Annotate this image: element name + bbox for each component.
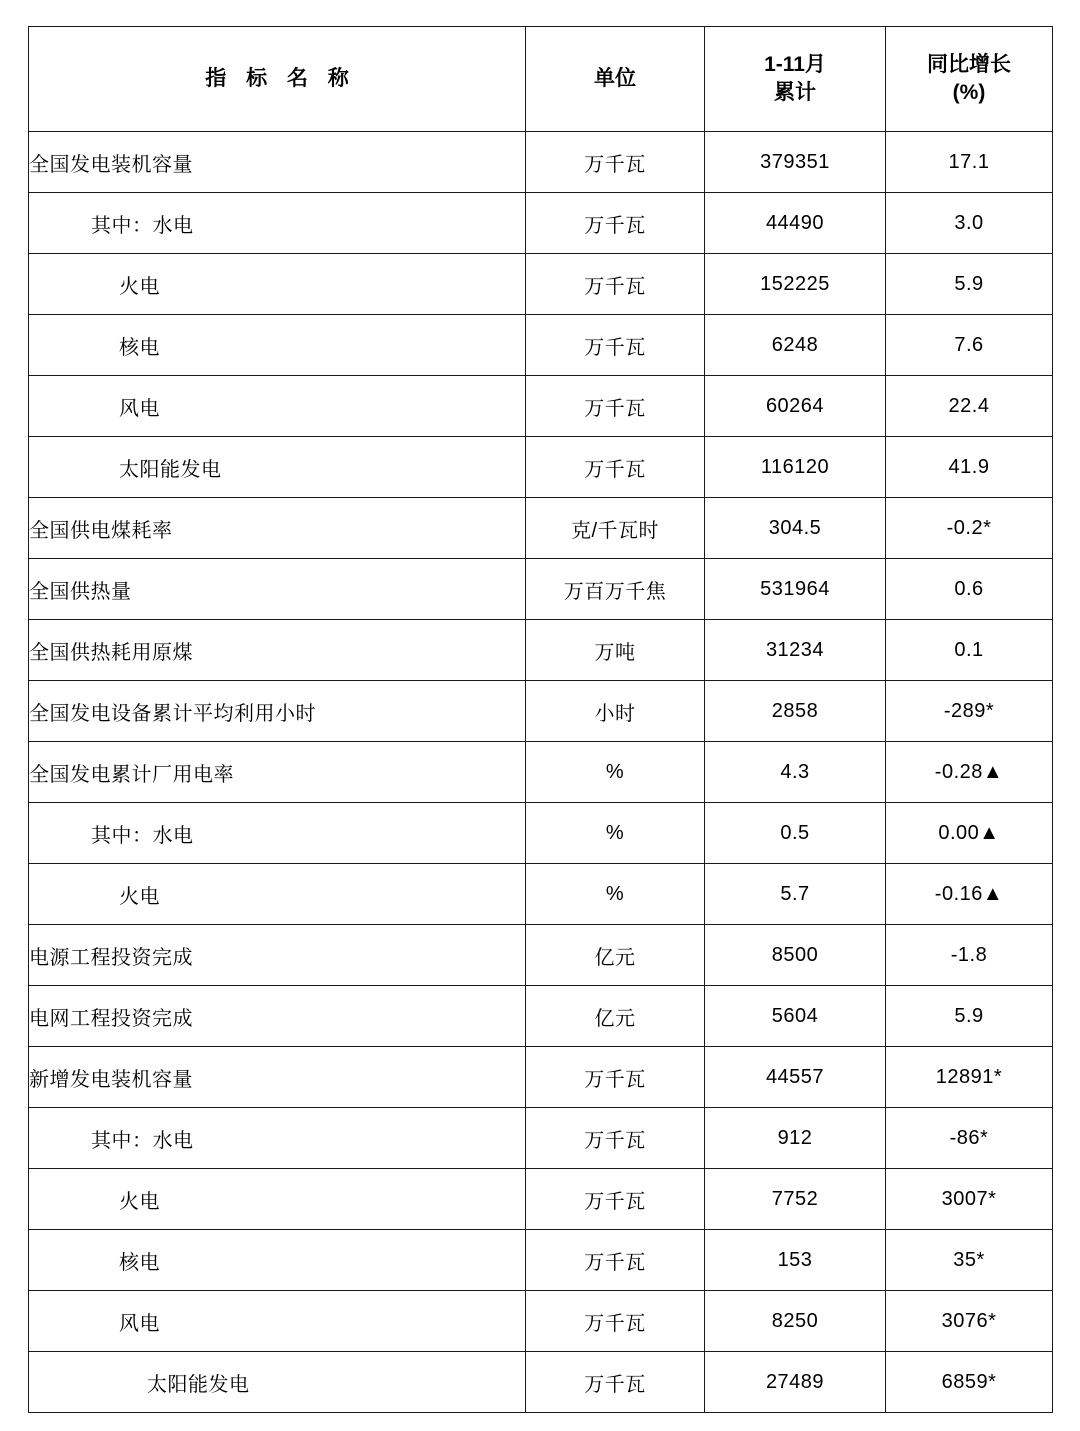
cell-indicator-name: 火电 [29,254,526,315]
cell-indicator-name: 风电 [29,376,526,437]
table-row [29,742,1053,803]
cell-unit: 万千瓦 [526,1291,705,1352]
cell-yoy-value: 17.1 [886,132,1053,193]
cell-yoy-value: 3.0 [886,193,1053,254]
table-row [29,1291,1053,1352]
cell-cumulative-value: 531964 [705,559,886,620]
cell-cumulative-value: 8250 [705,1291,886,1352]
cell-indicator-name: 电源工程投资完成 [29,925,526,986]
cell-cumulative-value: 2858 [705,681,886,742]
cell-indicator-name: 全国供热耗用原煤 [29,620,526,681]
cell-yoy-value: 0.6 [886,559,1053,620]
cell-indicator-name: 太阳能发电 [29,1352,526,1413]
table-row [29,254,1053,315]
cell-unit: 万千瓦 [526,1169,705,1230]
cell-cumulative-value: 27489 [705,1352,886,1413]
cell-yoy-value: 35* [886,1230,1053,1291]
column-header-yoy-line1: 同比增长 [927,52,1011,76]
cell-yoy-value: 12891* [886,1047,1053,1108]
cell-cumulative-value: 152225 [705,254,886,315]
cell-indicator-name: 新增发电装机容量 [29,1047,526,1108]
cell-unit: 克/千瓦时 [526,498,705,559]
cell-cumulative-value: 44490 [705,193,886,254]
cell-indicator-name: 太阳能发电 [29,437,526,498]
cell-cumulative-value: 912 [705,1108,886,1169]
cell-unit: % [526,742,705,803]
cell-indicator-name: 电网工程投资完成 [29,986,526,1047]
cell-yoy-value: -289* [886,681,1053,742]
cell-yoy-value: 7.6 [886,315,1053,376]
cell-unit: 万千瓦 [526,1108,705,1169]
cell-indicator-name: 全国发电装机容量 [29,132,526,193]
cell-yoy-value: 5.9 [886,986,1053,1047]
table-row [29,1169,1053,1230]
cell-unit: % [526,864,705,925]
column-header-yoy-line2: (%) [952,81,986,104]
cell-cumulative-value: 304.5 [705,498,886,559]
cell-unit: 万千瓦 [526,315,705,376]
cell-unit: 亿元 [526,925,705,986]
cell-yoy-value: -86* [886,1108,1053,1169]
column-header-unit: 单位 [526,27,705,132]
table-row [29,132,1053,193]
cell-unit: 万千瓦 [526,437,705,498]
cell-cumulative-value: 153 [705,1230,886,1291]
table-row [29,437,1053,498]
table-row [29,193,1053,254]
cell-unit: 万千瓦 [526,132,705,193]
table-row [29,559,1053,620]
cell-indicator-name: 全国发电累计厂用电率 [29,742,526,803]
cell-unit: % [526,803,705,864]
cell-yoy-value: 3007* [886,1169,1053,1230]
table-row [29,803,1053,864]
table-header [29,27,1053,132]
table-row [29,1352,1053,1413]
cell-unit: 万千瓦 [526,254,705,315]
cell-unit: 亿元 [526,986,705,1047]
cell-indicator-name: 核电 [29,315,526,376]
cell-cumulative-value: 5.7 [705,864,886,925]
table-row [29,681,1053,742]
cell-cumulative-value: 379351 [705,132,886,193]
table-row [29,1047,1053,1108]
cell-cumulative-value: 31234 [705,620,886,681]
table-body [29,132,1053,1413]
column-header-cumulative [705,27,886,132]
cell-yoy-value: 5.9 [886,254,1053,315]
cell-cumulative-value: 0.5 [705,803,886,864]
cell-indicator-name: 核电 [29,1230,526,1291]
table-row [29,620,1053,681]
cell-cumulative-value: 8500 [705,925,886,986]
table-row [29,1108,1053,1169]
cell-unit: 万千瓦 [526,1230,705,1291]
table-row [29,498,1053,559]
cell-indicator-name: 其中：水电 [29,1108,526,1169]
table-row [29,315,1053,376]
power-statistics-table [28,26,1053,1413]
cell-yoy-value: 0.1 [886,620,1053,681]
cell-yoy-value: -0.28▲ [886,742,1053,803]
cell-indicator-name: 火电 [29,864,526,925]
cell-yoy-value: 22.4 [886,376,1053,437]
cell-yoy-value: -1.8 [886,925,1053,986]
column-header-indicator-name: 指 标 名 称 [29,27,526,132]
cell-yoy-value: 3076* [886,1291,1053,1352]
cell-cumulative-value: 116120 [705,437,886,498]
cell-indicator-name: 风电 [29,1291,526,1352]
cell-cumulative-value: 5604 [705,986,886,1047]
cell-unit: 万千瓦 [526,1352,705,1413]
table-row [29,1230,1053,1291]
cell-yoy-value: 41.9 [886,437,1053,498]
column-header-yoy [886,27,1053,132]
cell-yoy-value: 6859* [886,1352,1053,1413]
column-header-cumulative-line2: 累计 [774,81,816,104]
column-header-cumulative-line1: 1-11月 [764,52,826,76]
cell-unit: 万吨 [526,620,705,681]
cell-indicator-name: 其中：水电 [29,193,526,254]
cell-indicator-name: 火电 [29,1169,526,1230]
cell-cumulative-value: 6248 [705,315,886,376]
cell-indicator-name: 全国供热量 [29,559,526,620]
cell-cumulative-value: 60264 [705,376,886,437]
cell-cumulative-value: 44557 [705,1047,886,1108]
table-row [29,376,1053,437]
table-row [29,864,1053,925]
cell-unit: 万千瓦 [526,193,705,254]
cell-cumulative-value: 4.3 [705,742,886,803]
cell-unit: 万千瓦 [526,1047,705,1108]
cell-indicator-name: 全国供电煤耗率 [29,498,526,559]
table-row [29,986,1053,1047]
cell-unit: 万百万千焦 [526,559,705,620]
cell-indicator-name: 其中：水电 [29,803,526,864]
cell-cumulative-value: 7752 [705,1169,886,1230]
table-header-row [29,27,1053,132]
cell-yoy-value: 0.00▲ [886,803,1053,864]
cell-unit: 小时 [526,681,705,742]
cell-yoy-value: -0.2* [886,498,1053,559]
cell-unit: 万千瓦 [526,376,705,437]
cell-yoy-value: -0.16▲ [886,864,1053,925]
cell-indicator-name: 全国发电设备累计平均利用小时 [29,681,526,742]
table-row [29,925,1053,986]
